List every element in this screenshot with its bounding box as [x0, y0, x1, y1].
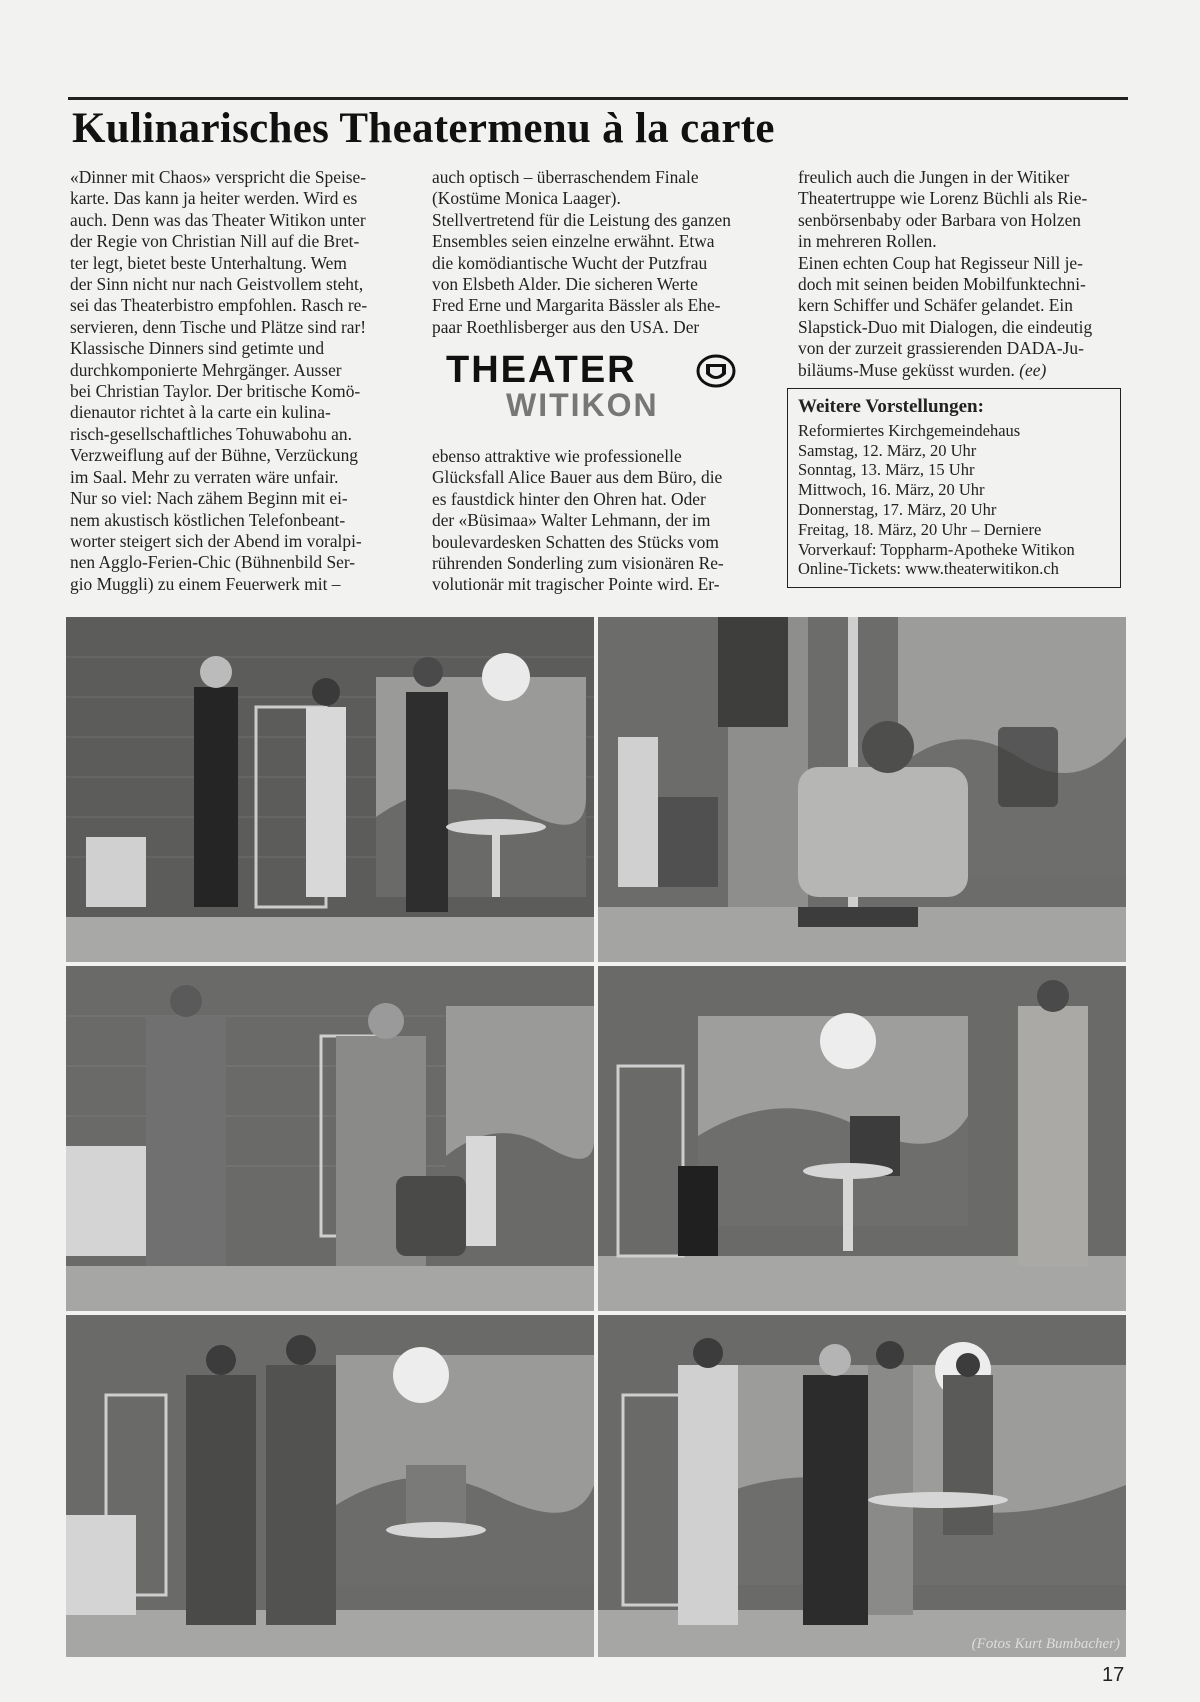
text-line: bei Christian Taylor. Der britische Komö-	[70, 381, 361, 402]
text-line: sei das Theaterbistro empfohlen. Rasch re-	[70, 295, 368, 316]
text-line: durchkomponierte Mehrgänger. Ausser	[70, 359, 342, 380]
text-line: freulich auch die Jungen in der Witiker	[798, 167, 1070, 187]
stage-photo-1	[66, 617, 594, 962]
text-line: der Sinn nicht nur nach Geistvollem steht,	[70, 274, 364, 295]
text-line: im Saal. Mehr zu verraten wäre unfair.	[70, 466, 339, 487]
infobox-title: Weitere Vorstellungen:	[798, 396, 984, 417]
text-line: Nur so viel: Nach zähem Beginn mit ei-	[70, 488, 348, 509]
page-number: 17	[1102, 1664, 1125, 1686]
text-line: die komödiantische Wucht der Putzfrau	[432, 252, 708, 273]
photo-grid	[66, 617, 1126, 1657]
coat-of-arms-icon	[696, 352, 736, 390]
article-column-2-top	[432, 167, 765, 338]
text-line: doch mit seinen beiden Mobilfunktechni-	[798, 274, 1086, 295]
stage-photo-2	[598, 617, 1126, 962]
text-line: der Regie von Christian Nill auf die Bret-	[70, 231, 360, 252]
text-line: volutionär mit tragischer Pointe wird. Er-	[432, 574, 720, 595]
text-line: Fred Erne und Margarita Bässler als Ehe-	[432, 295, 721, 316]
text-line: (Kostüme Monica Laager).	[432, 188, 621, 209]
text-line: auch. Denn was das Theater Witikon unter	[70, 209, 366, 230]
text-line: Verzweiflung auf der Bühne, Verzückung	[70, 445, 358, 466]
article-column-1	[70, 167, 400, 595]
text-line: in mehreren Rollen.	[798, 231, 937, 252]
text-line: ter legt, bietet beste Unterhaltung. Wem	[70, 252, 347, 273]
text-line: auch optisch – überraschendem Finale	[432, 167, 699, 187]
article-column-3	[798, 167, 1128, 381]
text-line: «Dinner mit Chaos» verspricht die Speise-	[70, 167, 367, 187]
author-initials: (ee)	[1019, 359, 1047, 380]
text-line: es faustdick hinter den Ohren hat. Oder	[432, 488, 706, 509]
text-line: rührenden Sonderling zum visionären Re-	[432, 553, 724, 574]
text-line: worter steigert sich der Abend im voralpi-	[70, 530, 362, 551]
infobox-line: Samstag, 12. März, 20 Uhr	[798, 440, 977, 460]
article-column-2-bottom	[432, 446, 765, 596]
infobox-line: Reformiertes Kirchgemeindehaus	[798, 420, 1021, 440]
text-line: karte. Das kann ja heiter werden. Wird es	[70, 188, 358, 209]
text-line: dienautor richtet à la carte ein kulina-	[70, 402, 331, 423]
text-line: von der zurzeit grassierenden DADA-Ju-	[798, 338, 1084, 359]
text-line: Theatertruppe wie Lorenz Büchli als Rie-	[798, 188, 1088, 209]
performance-dates-box	[787, 388, 1121, 588]
text-line: kern Schiffer und Schäfer gelandet. Ein	[798, 295, 1073, 316]
text-line: Ensembles seien einzelne erwähnt. Etwa	[432, 231, 715, 252]
text-line: Slapstick-Duo mit Dialogen, die eindeutig	[798, 316, 1093, 337]
text-line: senbörsenbaby oder Barbara von Holzen	[798, 209, 1081, 230]
text-line: gio Muggli) zu einem Feuerwerk mit –	[70, 573, 341, 594]
text-line: ebenso attraktive wie professionelle	[432, 446, 682, 466]
infobox-line: Online-Tickets: www.theaterwitikon.ch	[798, 559, 1059, 579]
logo-line-1: THEATER	[446, 349, 637, 391]
stage-photo-4	[598, 966, 1126, 1311]
text-line: der «Büsimaa» Walter Lehmann, der im	[432, 510, 711, 531]
text-line: nen Agglo-Ferien-Chic (Bühnenbild Ser-	[70, 552, 356, 573]
photo-credit: (Fotos Kurt Bumbacher)	[971, 1636, 1120, 1652]
text-line: von Elsbeth Alder. Die sicheren Werte	[432, 274, 698, 295]
text-line: nem akustisch köstlichen Telefonbeant-	[70, 509, 346, 530]
infobox-line: Freitag, 18. März, 20 Uhr – Derniere	[798, 519, 1042, 539]
logo-line-2: WITIKON	[506, 387, 659, 423]
theater-witikon-logo	[440, 350, 760, 424]
stage-photo-6	[598, 1315, 1126, 1657]
infobox-line: Vorverkauf: Toppharm-Apotheke Witikon	[798, 539, 1075, 559]
infobox-line: Sonntag, 13. März, 15 Uhr	[798, 460, 975, 480]
text-line: Einen echten Coup hat Regisseur Nill je-	[798, 252, 1083, 273]
stage-photo-3	[66, 966, 594, 1311]
top-rule	[68, 97, 1128, 100]
article-headline: Kulinarisches Theatermenu à la carte	[72, 105, 775, 152]
text-line: paar Roethlisberger aus den USA. Der	[432, 316, 700, 337]
text-line: Glücksfall Alice Bauer aus dem Büro, die	[432, 467, 723, 488]
text-line	[798, 360, 1128, 381]
infobox-line: Donnerstag, 17. März, 20 Uhr	[798, 499, 997, 519]
text-line: Klassische Dinners sind getimte und	[70, 338, 325, 359]
infobox-line: Mittwoch, 16. März, 20 Uhr	[798, 480, 985, 500]
stage-photo-5	[66, 1315, 594, 1657]
text-line: servieren, denn Tische und Plätze sind rar!	[70, 316, 367, 337]
text-line: risch-gesellschaftliches Tohuwabohu an.	[70, 423, 352, 444]
text-line: boulevardesken Schatten des Stücks vom	[432, 531, 719, 552]
text-line: Stellvertretend für die Leistung des ganzen	[432, 209, 731, 230]
text-line-end: biläums-Muse geküsst wurden.	[798, 359, 1015, 380]
